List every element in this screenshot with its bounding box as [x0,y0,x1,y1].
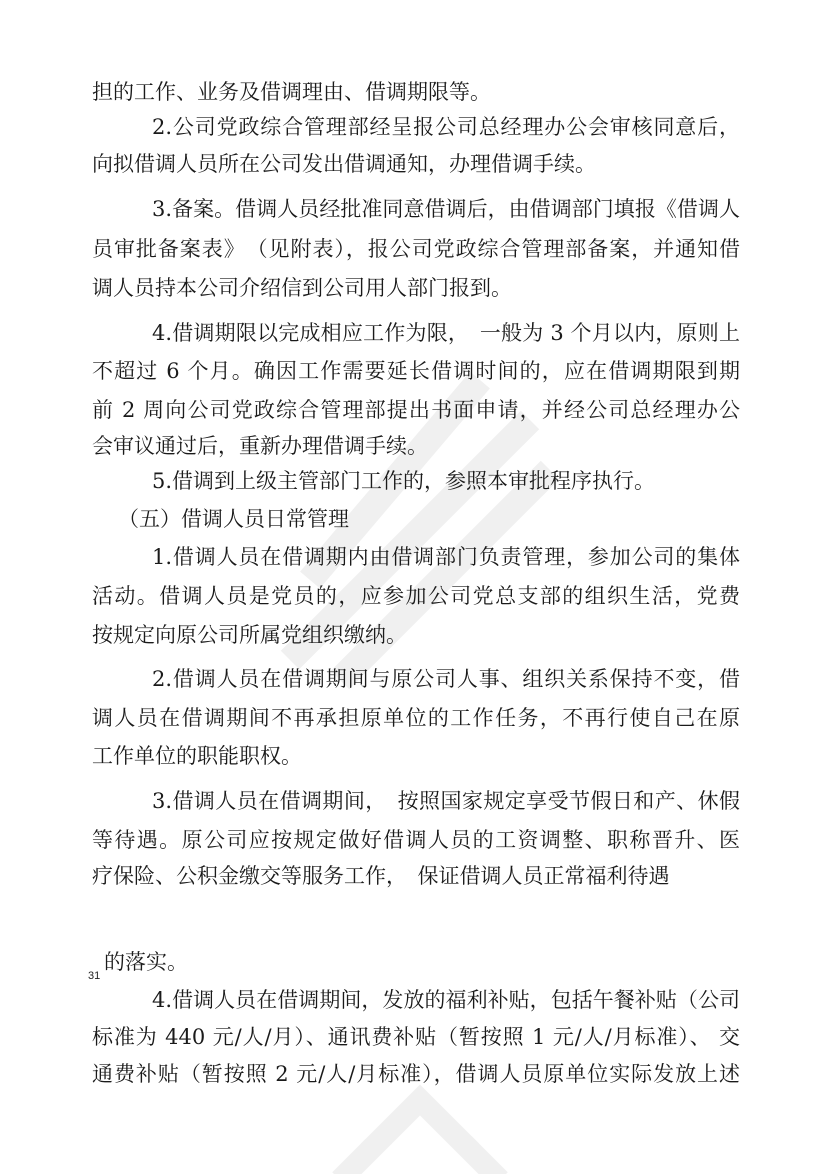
text-line: 向拟借调人员所在公司发出借调通知，办理借调手续。 [92,152,596,176]
text-line: 活动。借调人员是党员的，应参加公司党总支部的组织生活，党费 [92,584,740,608]
text-line: 不超过 6 个月。确因工作需要延长借调时间的，应在借调期限到期 [92,359,740,383]
text-line: 前 2 周向公司党政综合管理部提出书面申请，并经公司总经理办公 [92,398,740,422]
section-heading: （五）借调人员日常管理 [118,507,349,531]
text-line: 会审议通过后，重新办理借调手续。 [92,434,428,458]
text-line: 2.借调人员在借调期间与原公司人事、组织关系保持不变，借 [152,667,740,691]
text-line: 4.借调期限以完成相应工作为限， 一般为 3 个月以内，原则上 [152,321,740,345]
text-line: 2.公司党政综合管理部经呈报公司总经理办公会审核同意后， [152,115,740,139]
text-line: 等待遇。原公司应按规定做好借调人员的工资调整、职称晋升、医 [92,828,740,852]
text-line: 5.借调到上级主管部门工作的，参照本审批程序执行。 [152,469,656,493]
text-line: 4.借调人员在借调期间，发放的福利补贴，包括午餐补贴（公司 [152,988,740,1012]
text-line: 工作单位的职能职权。 [92,744,302,768]
text-line: 通费补贴（暂按照 2 元/人/月标准），借调人员原单位实际发放上述 [92,1062,740,1086]
text-line: 的落实。 [104,950,188,974]
text-line: 3.借调人员在借调期间， 按照国家规定享受节假日和产、休假 [152,789,740,813]
page-number: 31 [88,970,101,982]
text-line: 调人员在借调期间不再承担原单位的工作任务，不再行使自己在原 [92,706,740,730]
text-line: 3.备案。借调人员经批准同意借调后，由借调部门填报《借调人 [152,197,740,221]
watermark-bottom [320,1080,520,1174]
text-line: 员审批备案表》 （见附表），报公司党政综合管理部备案，并通知借 [92,237,740,261]
text-line: 调人员持本公司介绍信到公司用人部门报到。 [92,276,512,300]
text-line: 疗保险、公积金缴交等服务工作， 保证借调人员正常福利待遇 [92,864,670,888]
text-line: 担的工作、业务及借调理由、借调期限等。 [92,80,491,104]
text-line: 1.借调人员在借调期内由借调部门负责管理，参加公司的集体 [152,545,740,569]
text-line: 按规定向原公司所属党组织缴纳。 [92,623,407,647]
text-line: 标准为 440 元/人/月）、通讯费补贴（暂按照 1 元/人/月标准）、 交 [92,1025,740,1049]
